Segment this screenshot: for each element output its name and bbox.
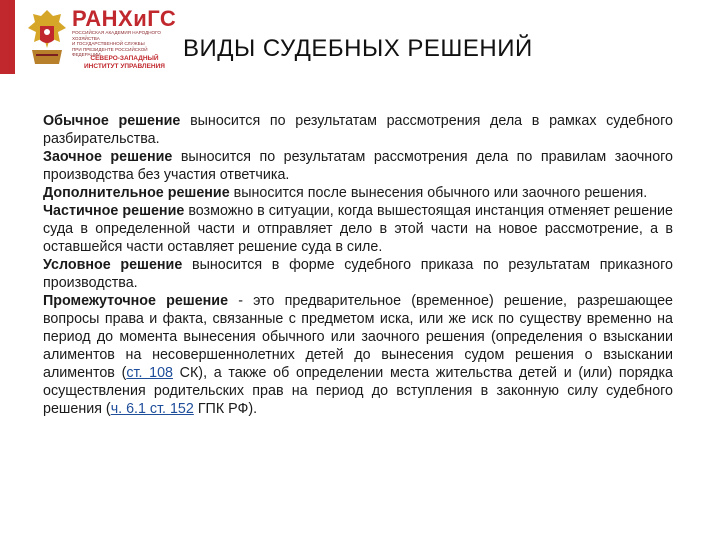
header-accent-bar xyxy=(0,0,15,74)
org-line: РОССИЙСКАЯ АКАДЕМИЯ НАРОДНОГО ХОЗЯЙСТВА xyxy=(72,30,161,41)
term: Частичное решение xyxy=(43,203,185,219)
paragraph-partial-decision xyxy=(43,202,673,256)
definition: СК), а также об определении места жительства детей и (или) порядка осуществления родительских прав на период до вступления в законную силу судебного решения ( xyxy=(43,365,673,417)
institution-logo xyxy=(26,4,176,74)
slide-body xyxy=(43,112,673,418)
definition: - это предварительное (временное) решение, разрешающее вопросы права и факта, связанные с предметом иска, или же иск по существу временно на период до момента вынесения обычного или заочного решения (определения о взыскании алиментов на несовершеннолетних детей до вынесения судом решения о взыскании алиментов ( xyxy=(43,293,673,381)
term: Заочное решение xyxy=(43,149,173,165)
definition: выносится по результатам рассмотрения дела по правилам заочного производства без участия ответчика. xyxy=(43,149,674,183)
law-link-sk-art-108[interactable]: ст. 108 xyxy=(126,365,173,381)
term: Обычное решение xyxy=(43,113,181,129)
definition: выносится в форме судебного приказа по результатам приказного производства. xyxy=(43,257,673,291)
law-link-gpk-art-152[interactable]: ч. 6.1 ст. 152 xyxy=(110,401,194,417)
branch-line: ИНСТИТУТ УПРАВЛЕНИЯ xyxy=(84,63,165,70)
term: Условное решение xyxy=(43,257,183,273)
definition: ГПК РФ). xyxy=(193,401,258,417)
paragraph-default-decision xyxy=(43,148,673,184)
definition: возможно в ситуации, когда вышестоящая инстанция отменяет решение суда в определенной части и отправляет дело в этой части на новое рассмотрение, а в оставшейся части оставляет решение суда в силе. xyxy=(43,203,673,255)
paragraph-ordinary-decision xyxy=(43,112,673,148)
term: Дополнительное решение xyxy=(43,185,230,201)
org-line: И ГОСУДАРСТВЕННОЙ СЛУЖБЫ xyxy=(72,41,145,47)
term: Промежуточное решение xyxy=(43,293,229,309)
coat-of-arms-icon xyxy=(26,8,68,68)
paragraph-additional-decision xyxy=(43,184,673,202)
branch-name xyxy=(84,55,165,71)
brand-name: РАНХиГС xyxy=(72,6,177,31)
org-line: ПРИ ПРЕЗИДЕНТЕ РОССИЙСКОЙ ФЕДЕРАЦИИ xyxy=(72,46,148,58)
paragraph-conditional-decision xyxy=(43,256,673,292)
definition: выносится по результатам рассмотрения дела в рамках судебного разбирательства. xyxy=(43,113,673,147)
definition: выносится после вынесения обычного или заочного решения. xyxy=(229,185,648,201)
organization-full-name xyxy=(72,30,172,58)
page-title: ВИДЫ СУДЕБНЫХ РЕШЕНИЙ xyxy=(183,35,533,62)
paragraph-interim-decision xyxy=(43,292,673,418)
branch-line: СЕВЕРО-ЗАПАДНЫЙ xyxy=(90,55,159,62)
